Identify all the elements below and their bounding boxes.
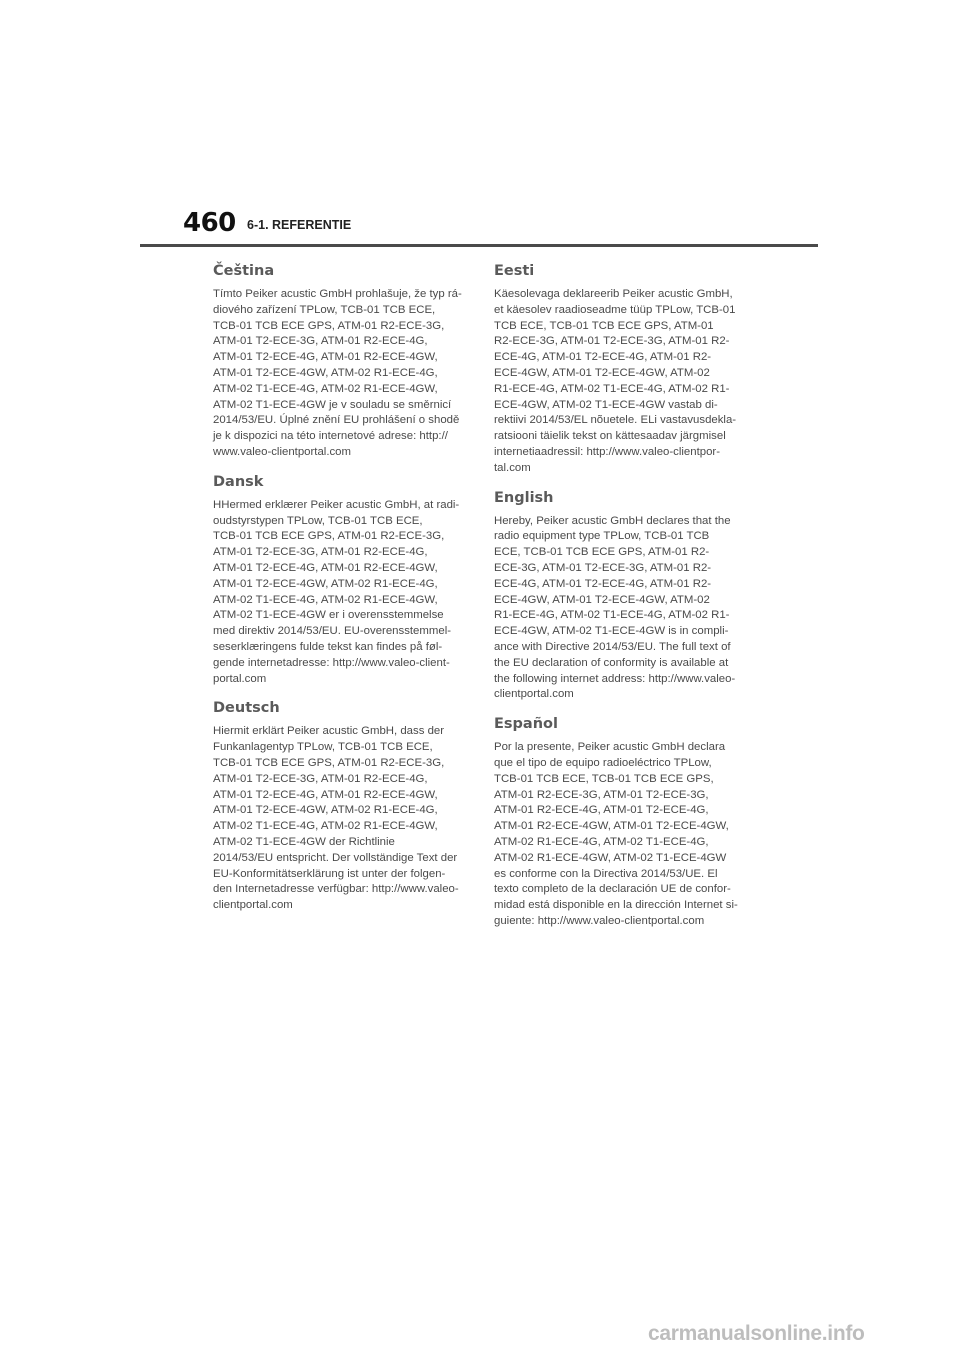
section-espanol [494, 715, 762, 930]
section-eesti [494, 262, 762, 477]
section-text: Hereby, Peiker acustic GmbH declares that the radio equipment type TPLow, TCB-01 TCB ECE, TCB-01 TCB ECE GPS, ATM-01 R2- ECE-3G, ATM-01 T2-ECE-3G, ATM-01 R2- ECE-4G, ATM-01 T2-ECE-4G, ATM-01 R2- ECE-4GW, ATM-01 T2-ECE-4GW, ATM-02 R1-ECE-4G, ATM-02 T1-ECE-4G, ATM-02 R1- ECE-4GW, ATM-02 T1-ECE-4GW is in compli- ance with Directive 2014/53/EU. The full text of the EU declaration of conformity is available at the following internet address: http://www.valeo- clientportal.com [494, 514, 736, 701]
right-column [494, 262, 762, 942]
section-english [494, 489, 762, 704]
section-heading: English [494, 489, 554, 506]
footer-watermark: carmanualsonline.info [648, 1322, 865, 1345]
left-column [213, 262, 469, 926]
section-heading: Čeština [213, 263, 275, 279]
section-deutsch [213, 699, 469, 914]
section-heading: Dansk [213, 473, 264, 490]
chapter-title: 6-1. REFERENTIE [247, 218, 352, 232]
section-text: Käesolevaga deklareerib Peiker acustic GmbH, et käesolev raadioseadme tüüp TPLow, TCB-01 TCB ECE, TCB-01 TCB ECE GPS, ATM-01 R2-ECE-3G, ATM-01 T2-ECE-3G, ATM-01 R2- ECE-4G, ATM-01 T2-ECE-4G, ATM-01 R2- ECE-4GW, ATM-01 T2-ECE-4GW, ATM-02 R1-ECE-4G, ATM-02 T1-ECE-4G, ATM-02 R1- ECE-4GW, ATM-02 T1-ECE-4GW vastab di- rektiivi 2014/53/EL nõuetele. ELi vastavusdekla- ratsiooni täielik tekst on kättesaadav järgmisel internetiaadressil: http://www.valeo-clientpor- tal.com [494, 288, 737, 474]
section-dansk [213, 473, 469, 688]
section-text: Hiermit erklärt Peiker acustic GmbH, dass der Funkanlagentyp TPLow, TCB-01 TCB ECE, TCB-01 TCB ECE GPS, ATM-01 R2-ECE-3G, ATM-01 T2-ECE-3G, ATM-01 R2-ECE-4G, ATM-01 T2-ECE-4G, ATM-01 R2-ECE-4GW, ATM-01 T2-ECE-4GW, ATM-02 R1-ECE-4G, ATM-02 T1-ECE-4G, ATM-02 R1-ECE-4GW, ATM-02 T1-ECE-4GW der Richtlinie 2014/53/EU entspricht. Der vollständige Text der EU-Konformitätserklärung ist unter der folgen- den Internetadresse verfügbar: http://www.valeo- clientportal.com [213, 725, 459, 912]
page-number: 460 [183, 208, 236, 238]
section-heading: Deutsch [213, 700, 280, 717]
section-text: HHermed erklærer Peiker acustic GmbH, at radi- oudstyrstypen TPLow, TCB-01 TCB ECE, TCB-01 TCB ECE GPS, ATM-01 R2-ECE-3G, ATM-01 T2-ECE-3G, ATM-01 R2-ECE-4G, ATM-01 T2-ECE-4G, ATM-01 R2-ECE-4GW, ATM-01 T2-ECE-4GW, ATM-02 R1-ECE-4G, ATM-02 T1-ECE-4G, ATM-02 R1-ECE-4GW, ATM-02 T1-ECE-4GW er i overensstemmelse med direktiv 2014/53/EU. EU-overensstemmel- seserklæringens fulde tekst kan findes på føl- gende internetadresse: http://www.valeo-client- portal.com [213, 498, 460, 685]
section-text: Por la presente, Peiker acustic GmbH declara que el tipo de equipo radioeléctrico TPLow, TCB-01 TCB ECE, TCB-01 TCB ECE GPS, ATM-01 R2-ECE-3G, ATM-01 T2-ECE-3G, ATM-01 R2-ECE-4G, ATM-01 T2-ECE-4G, ATM-01 R2-ECE-4GW, ATM-01 T2-ECE-4GW, ATM-02 R1-ECE-4G, ATM-02 T1-ECE-4G, ATM-02 R1-ECE-4GW, ATM-02 T1-ECE-4GW es conforme con la Directiva 2014/53/UE. El texto completo de la declaración UE de confor- midad está disponible en la dirección Internet si- guiente: http://www.valeo-clientportal.com [494, 741, 738, 927]
section-heading: Español [494, 716, 558, 733]
header-divider [140, 244, 818, 247]
section-heading: Eesti [494, 263, 535, 279]
section-text: Tímto Peiker acustic GmbH prohlašuje, že typ rá- diového zařízení TPLow, TCB-01 TCB ECE, TCB-01 TCB ECE GPS, ATM-01 R2-ECE-3G, ATM-01 T2-ECE-3G, ATM-01 R2-ECE-4G, ATM-01 T2-ECE-4G, ATM-01 R2-ECE-4GW, ATM-01 T2-ECE-4GW, ATM-02 R1-ECE-4G, ATM-02 T1-ECE-4G, ATM-02 R1-ECE-4GW, ATM-02 T1-ECE-4GW je v souladu se směrnicí 2014/53/EU. Úplné znění EU prohlášení o shodě je k dispozici na této internetové adrese: http:// www.valeo-clientportal.com [213, 288, 462, 458]
section-cestina [213, 262, 469, 461]
